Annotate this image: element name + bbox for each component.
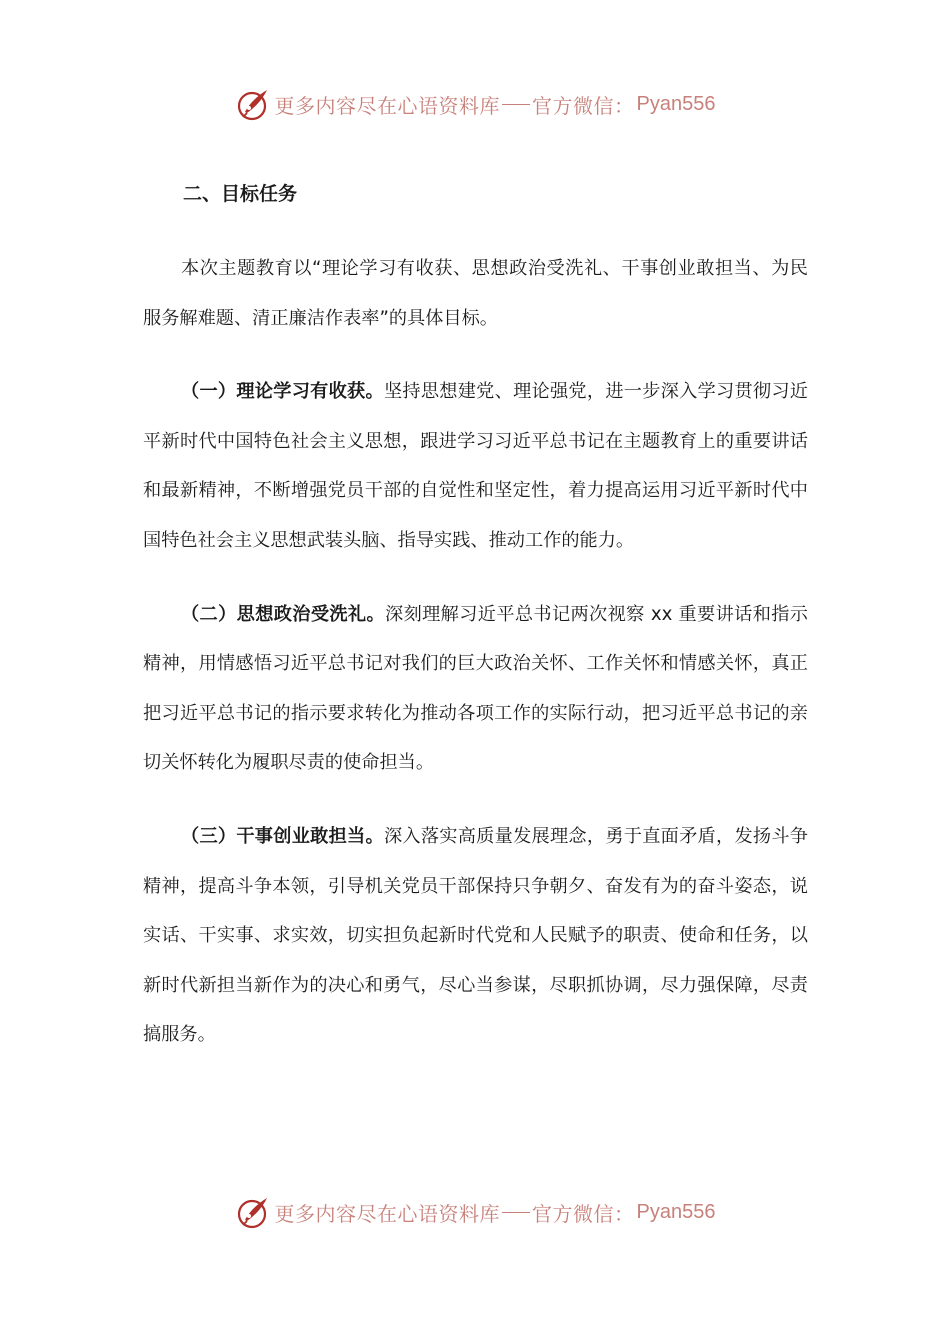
section-heading: 二、目标任务 <box>183 183 298 205</box>
footer-watermark <box>0 1190 950 1234</box>
goal-paragraph-3 <box>143 812 808 1060</box>
goal-paragraph-2 <box>143 590 808 788</box>
goal-title-2: （二）思想政治受洗礼。 <box>181 603 386 625</box>
header-watermark <box>0 82 950 126</box>
quill-pen-logo-icon <box>235 1194 271 1230</box>
watermark-official: 官方微信： <box>532 1201 635 1226</box>
watermark-dash <box>502 104 530 105</box>
watermark-wechat-id: Pyan556 <box>636 92 716 115</box>
watermark-wechat-id: Pyan556 <box>636 1200 716 1223</box>
goal-body-1: 坚持思想建党、理论强党，进一步深入学习贯彻习近平新时代中国特色社会主义思想，跟进学习习近平总书记在主题教育上的重要讲话和最新精神，不断增强党员干部的自觉性和坚定性，着力提高运用习近平新时代中国特色社会主义思想武装头脑、指导实践、推动工作的能力。 <box>143 381 808 551</box>
goal-body-2: 深刻理解习近平总书记两次视察 xx 重要讲话和指示精神，用情感悟习近平总书记对我们的巨大政治关怀、工作关怀和情感关怀，真正把习近平总书记的指示要求转化为推动各项工作的实际行动，把习近平总书记的亲切关怀转化为履职尽责的使命担当。 <box>143 603 808 774</box>
watermark-title: 更多内容尽在心语资料库 <box>274 1201 501 1226</box>
document-body <box>143 170 808 1060</box>
watermark-official: 官方微信： <box>532 93 635 118</box>
goal-title-3: （三）干事创业敢担当。 <box>181 825 384 847</box>
goal-body-3: 深入落实高质量发展理念，勇于直面矛盾，发扬斗争精神，提高斗争本领，引导机关党员干部保持只争朝夕、奋发有为的奋斗姿态，说实话、干实事、求实效，切实担负起新时代党和人民赋予的职责、使命和任务，以新时代新担当新作为的决心和勇气，尽心当参谋，尽职抓协调，尽力强保障，尽责搞服务。 <box>143 825 808 1046</box>
watermark-title: 更多内容尽在心语资料库 <box>274 93 501 118</box>
intro-paragraph: 本次主题教育以“理论学习有收获、思想政治受洗礼、干事创业敢担当、为民服务解难题、清正廉洁作表率”的具体目标。 <box>143 258 808 329</box>
quill-pen-logo-icon <box>235 86 271 122</box>
goal-title-1: （一）理论学习有收获。 <box>181 381 384 403</box>
watermark-dash <box>502 1212 530 1213</box>
goal-paragraph-1 <box>143 367 808 565</box>
